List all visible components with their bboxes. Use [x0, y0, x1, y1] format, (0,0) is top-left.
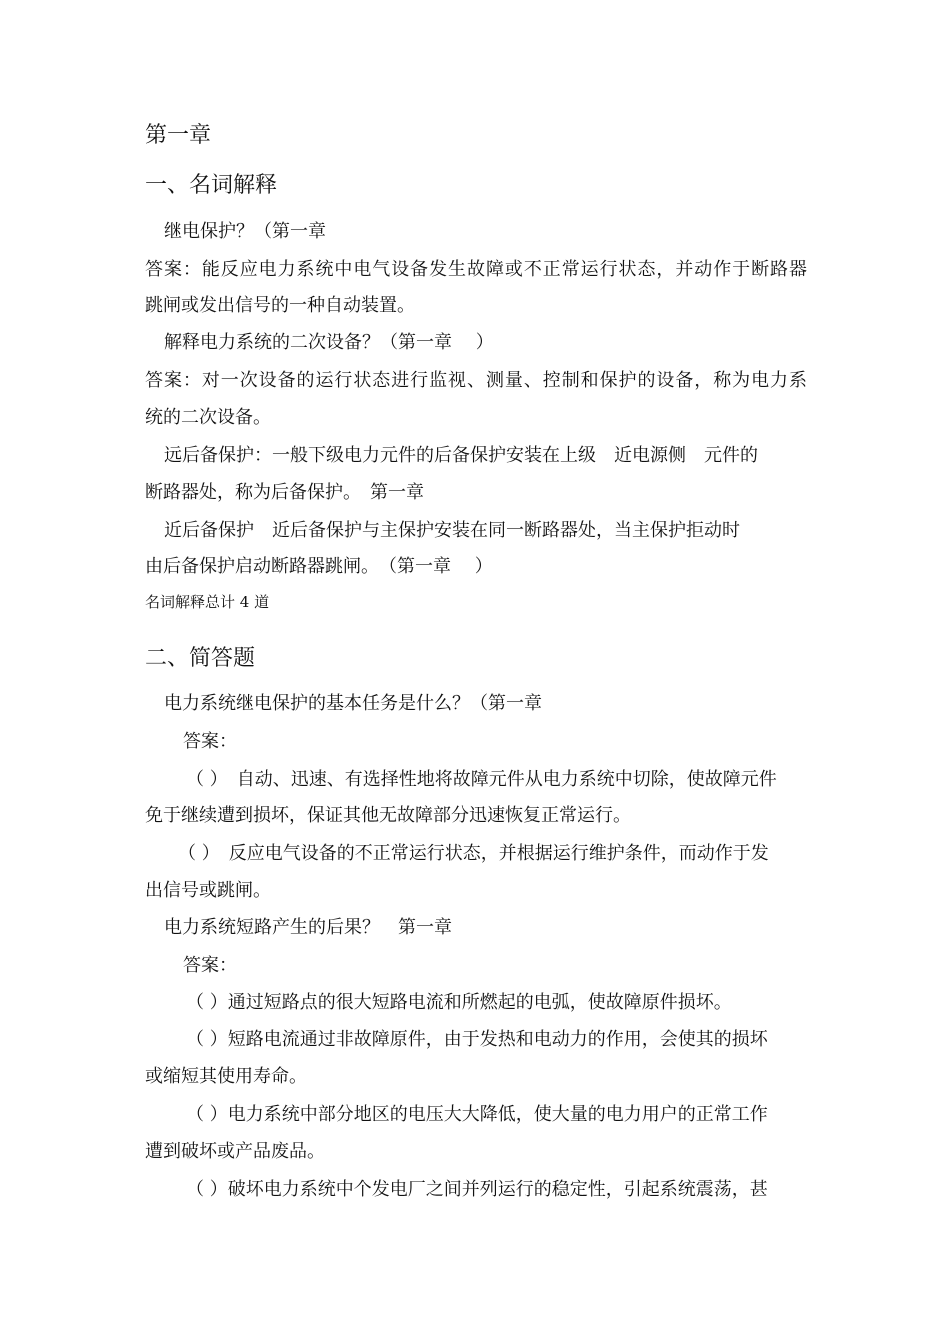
s1-q2-answer-line2: 统的二次设备。 — [145, 407, 271, 428]
s2-q1-question: 电力系统继电保护的基本任务是什么？（第一章 — [164, 693, 542, 714]
s2-q2-item4-line1: （ ）破坏电力系统中个发电厂之间并列运行的稳定性，引起系统震荡，甚 — [186, 1179, 768, 1200]
s2-q2-question: 电力系统短路产生的后果？ 第一章 — [164, 917, 452, 938]
s1-q3-line2: 断路器处，称为后备保护。 第一章 — [145, 482, 424, 503]
section1-title: 一、名词解释 — [145, 173, 278, 198]
s1-q1-answer-line1: 答案：能反应电力系统中电气设备发生故障或不正常运行状态，并动作于断路器 — [145, 259, 807, 280]
s2-q1-item1-line2: 免于继续遭到损坏，保证其他无故障部分迅速恢复正常运行。 — [145, 805, 631, 826]
s1-q4-line1: 近后备保护 近后备保护与主保护安装在同一断路器处，当主保护拒动时 — [164, 520, 740, 541]
s2-q1-item1-line1: （ ） 自动、迅速、有选择性地将故障元件从电力系统中切除，使故障元件 — [186, 769, 777, 790]
section2-title: 二、简答题 — [145, 646, 256, 671]
s2-q1-answer-label: 答案： — [183, 731, 237, 752]
s2-q1-item2-line1: （ ） 反应电气设备的不正常运行状态，并根据运行维护条件，而动作于发 — [178, 843, 769, 864]
s1-q4-line2: 由后备保护启动断路器跳闸。 （第一章 ） — [145, 556, 493, 577]
s1-total: 名词解释总计 4 道 — [145, 593, 270, 611]
s1-q1-question: 继电保护？（第一章 — [164, 221, 326, 242]
s2-q2-item1: （ ）通过短路点的很大短路电流和所燃起的电弧，使故障原件损坏。 — [186, 992, 732, 1013]
s2-q2-item2-line1: （ ）短路电流通过非故障原件，由于发热和电动力的作用，会使其的损坏 — [186, 1029, 768, 1050]
s2-q2-answer-label: 答案： — [183, 955, 237, 976]
chapter-title: 第一章 — [145, 123, 212, 148]
s1-q2-answer-line1: 答案：对一次设备的运行状态进行监视、测量、控制和保护的设备，称为电力系 — [145, 370, 807, 391]
s1-q2-question: 解释电力系统的二次设备？（第一章 ） — [164, 332, 494, 353]
s1-q1-answer-line2: 跳闸或发出信号的一种自动装置。 — [145, 295, 415, 316]
s2-q2-item3-line1: （ ）电力系统中部分地区的电压大大降低，使大量的电力用户的正常工作 — [186, 1104, 768, 1125]
s2-q2-item2-line2: 或缩短其使用寿命。 — [145, 1066, 307, 1087]
s2-q1-item2-line2: 出信号或跳闸。 — [145, 880, 271, 901]
s1-q3-line1: 远后备保护：一般下级电力元件的后备保护安装在上级 近电源侧 元件的 — [164, 445, 758, 466]
s2-q2-item3-line2: 遭到破坏或产品废品。 — [145, 1141, 325, 1162]
